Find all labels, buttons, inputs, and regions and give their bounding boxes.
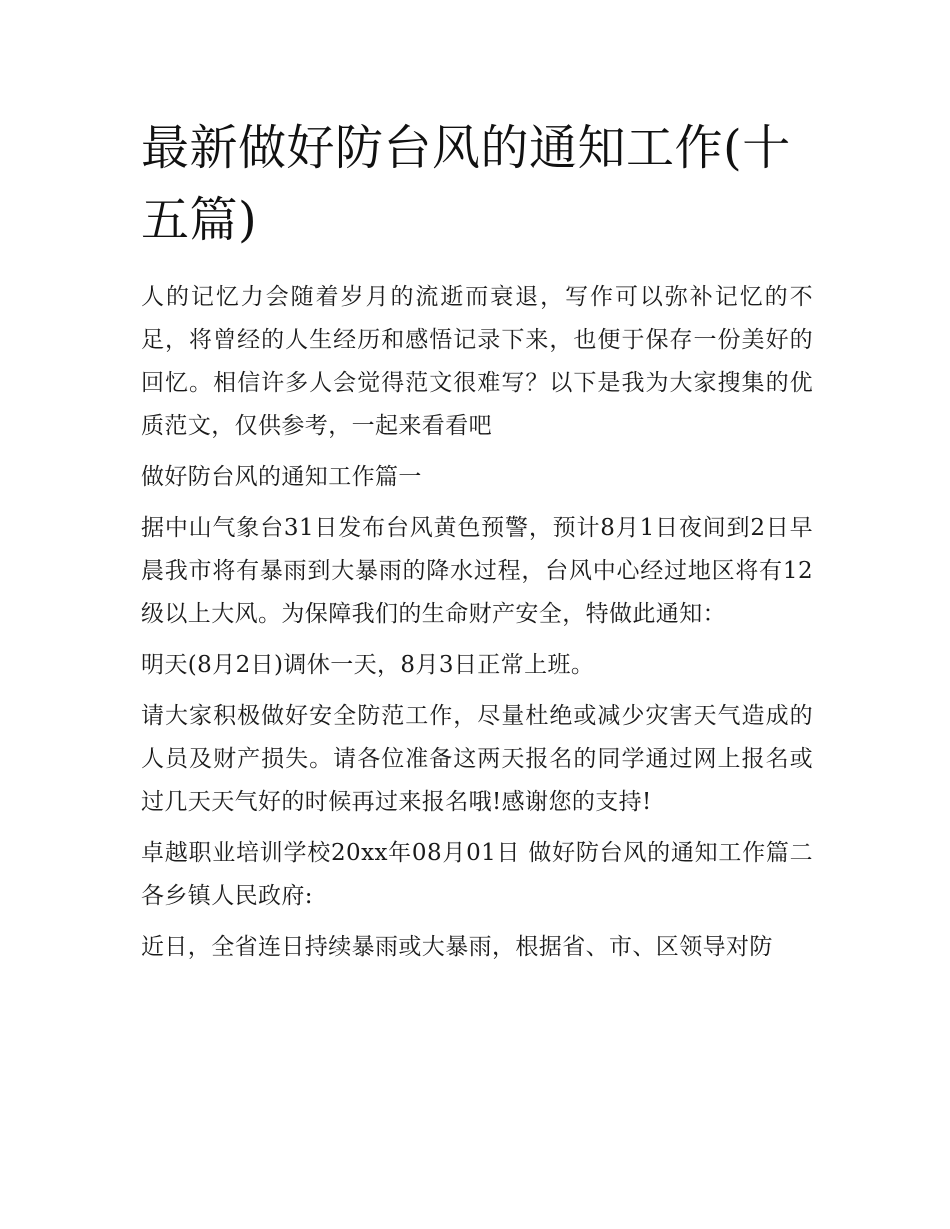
- signature-paragraph: 卓越职业培训学校20xx年08月01日 做好防台风的通知工作篇二 各乡镇人民政府:: [141, 840, 813, 909]
- forecast-paragraph: 据中山气象台31日发布台风黄色预警，预计8月1日夜间到2日早晨我市将有暴雨到大暴雨的降水过程，台风中心经过地区将有12级以上大风。为保障我们的生命财产安全，特做此通知：: [141, 515, 813, 627]
- section-two-paragraph: 近日，全省连日持续暴雨或大暴雨，根据省、市、区领导对防: [141, 934, 773, 960]
- holiday-notice-paragraph: 明天(8月2日)调休一天，8月3日正常上班。: [141, 652, 595, 678]
- document-body: [141, 276, 813, 969]
- safety-paragraph: 请大家积极做好安全防范工作，尽量杜绝或减少灾害天气造成的人员及财产损失。请各位准备这两天报名的同学通过网上报名或过几天天气好的时候再过来报名哦!感谢您的支持!: [141, 703, 813, 815]
- section-heading-one: 做好防台风的通知工作篇一: [141, 464, 422, 490]
- document-page: [141, 112, 813, 969]
- intro-paragraph: 人的记忆力会随着岁月的流逝而衰退，写作可以弥补记忆的不足，将曾经的人生经历和感悟记录下来，也便于保存一份美好的回忆。相信许多人会觉得范文很难写？以下是我为大家搜集的优质范文，仅供参考，一起来看看吧: [141, 284, 813, 439]
- document-title: 最新做好防台风的通知工作(十五篇): [141, 120, 791, 248]
